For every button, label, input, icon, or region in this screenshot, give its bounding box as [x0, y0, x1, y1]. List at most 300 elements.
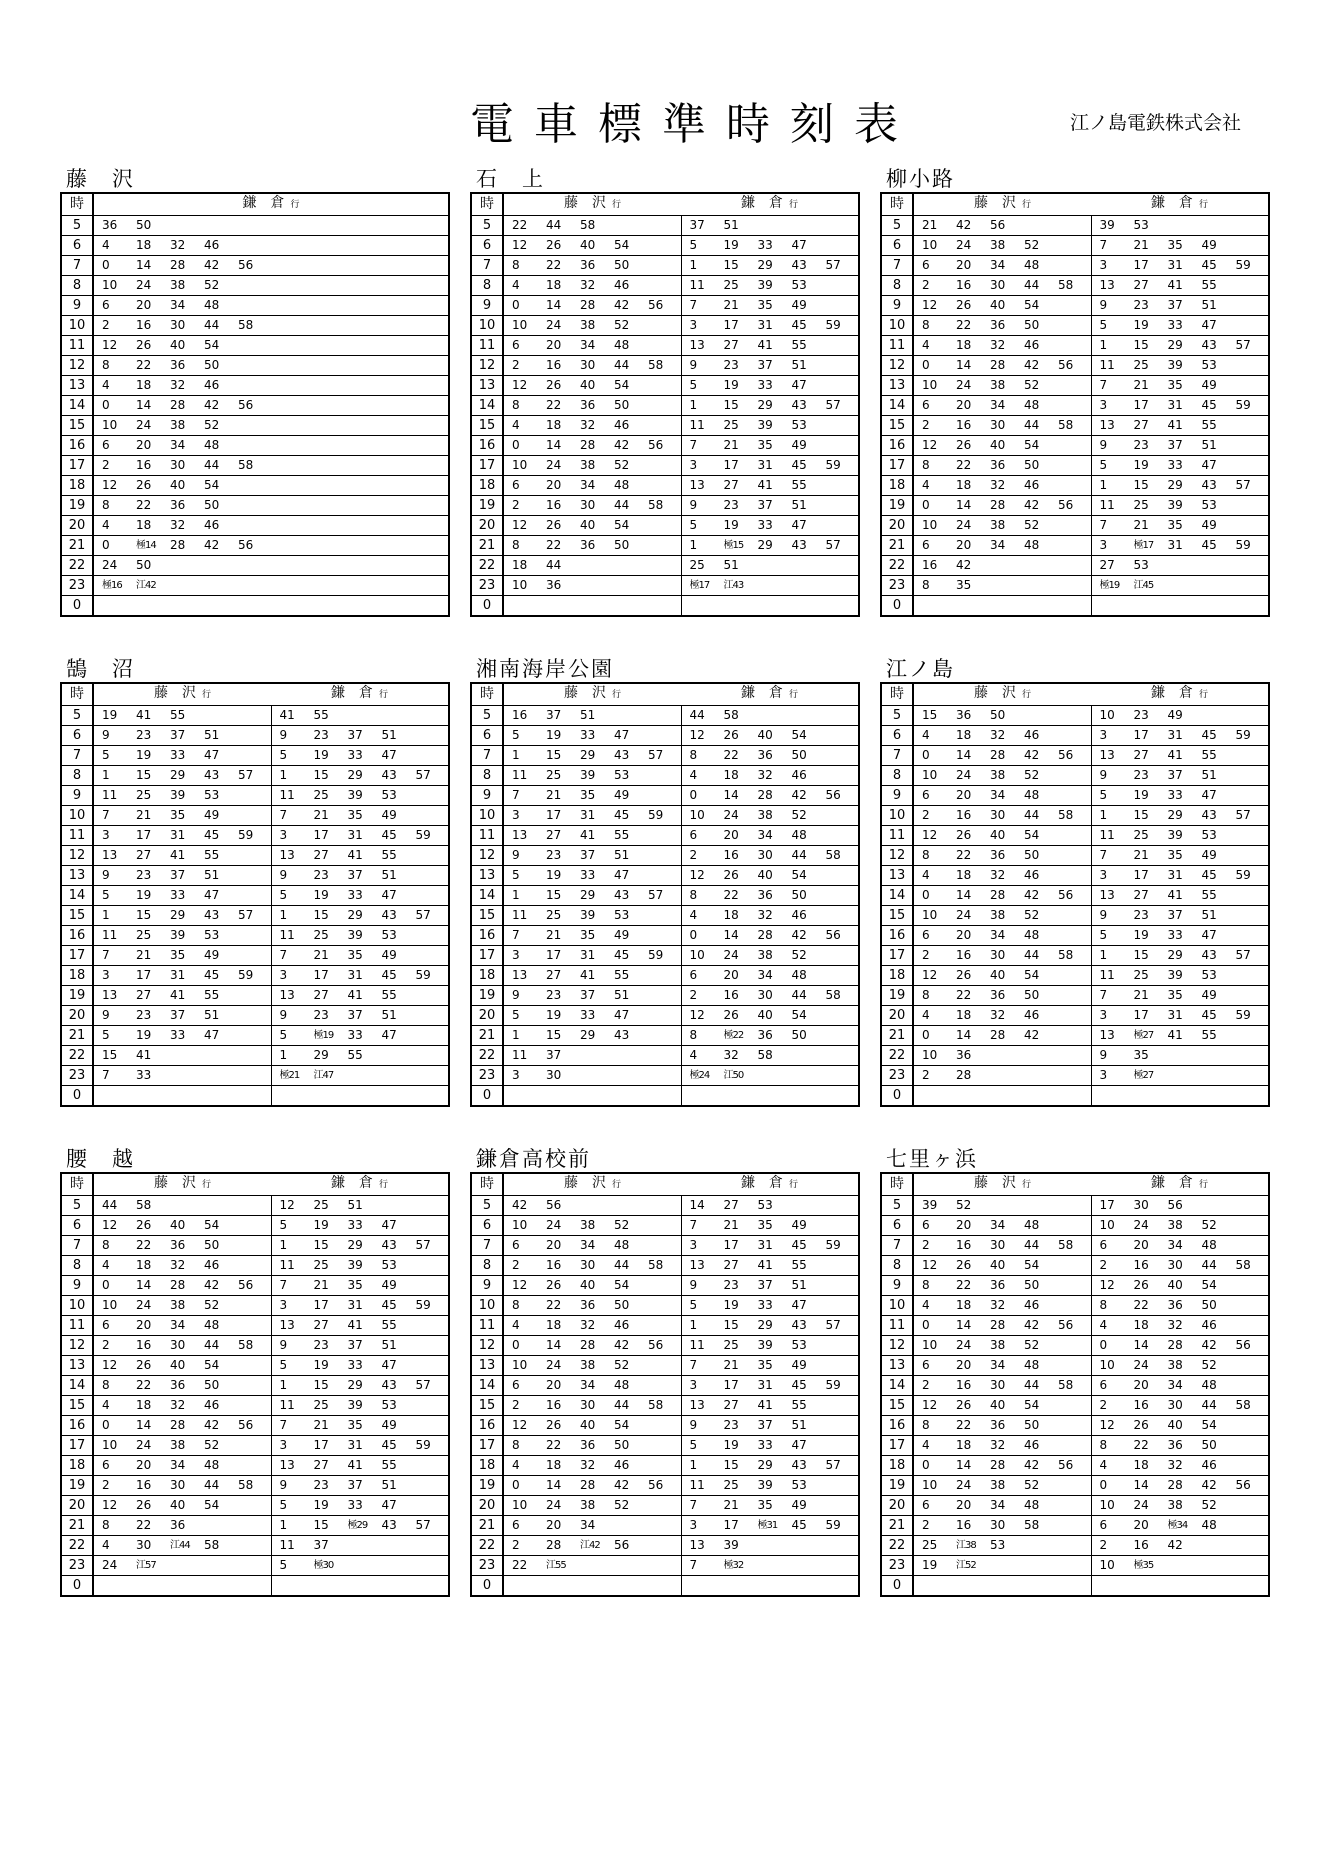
departure-minute: 43: [791, 398, 807, 412]
departure-minute: 35: [580, 788, 596, 802]
minutes-cell: [271, 846, 449, 866]
departure-minute: 7: [279, 948, 288, 962]
departure-minute: 35: [757, 1358, 773, 1372]
departure-minute: 37: [170, 868, 186, 882]
departure-minute: 17: [1133, 258, 1149, 272]
hour-cell: 18: [881, 1456, 913, 1476]
hour-row: [881, 256, 1269, 276]
departure-minute: 37: [1167, 438, 1183, 452]
hour-cell: 22: [881, 1046, 913, 1066]
departure-minute: 5: [279, 1558, 288, 1572]
departure-minute: 13: [689, 1398, 705, 1412]
hour-cell: 21: [471, 1026, 503, 1046]
departure-minute: 50: [1024, 848, 1040, 862]
departure-minute: 55: [1201, 418, 1217, 432]
hour-row: [61, 826, 449, 846]
direction-header: [681, 683, 859, 706]
hour-row: [881, 746, 1269, 766]
direction-label: 鎌 倉: [242, 195, 285, 211]
departure-minute: 28: [580, 1338, 596, 1352]
departure-minute: 27: [1133, 748, 1149, 762]
departure-minute: 51: [347, 1198, 363, 1212]
departure-minute: 9: [279, 728, 288, 742]
minutes-cell: [93, 986, 271, 1006]
header-row: [471, 683, 859, 706]
direction-header: [1091, 193, 1269, 216]
departure-minute: 54: [204, 338, 220, 352]
hour-header: 時: [61, 193, 93, 216]
departure-minute: 29: [347, 1378, 363, 1392]
departure-minute: 54: [204, 1358, 220, 1372]
departure-minute: 30: [757, 848, 773, 862]
departure-minute: 25: [136, 788, 152, 802]
minutes-cell: [1091, 476, 1269, 496]
departure-minute: 0: [102, 538, 110, 552]
departure-minute: 38: [170, 278, 186, 292]
departure-minute: 45: [1201, 1008, 1217, 1022]
hour-row: [61, 476, 449, 496]
departure-minute: 46: [1201, 1318, 1217, 1332]
departure-minute: 40: [990, 968, 1006, 982]
departure-minute: 14: [546, 298, 562, 312]
hour-cell: 13: [61, 1356, 93, 1376]
departure-minute: 59: [238, 828, 254, 842]
minutes-cell: [503, 806, 681, 826]
departure-minute: 57: [415, 1238, 431, 1252]
hour-cell: 15: [471, 1396, 503, 1416]
departure-minute: 18: [136, 238, 152, 252]
departure-minute: 15: [313, 1238, 329, 1252]
departure-minute: 45: [791, 1238, 807, 1252]
hour-cell: 7: [471, 256, 503, 276]
hour-row: [471, 1576, 859, 1597]
hour-cell: 13: [471, 376, 503, 396]
departure-minute: 17: [313, 968, 329, 982]
departure-minute: 39: [170, 788, 186, 802]
departure-minute: 16: [136, 1478, 152, 1492]
minutes-cell: [93, 946, 271, 966]
hour-cell: 22: [881, 1536, 913, 1556]
hour-row: [471, 336, 859, 356]
departure-minute: 14: [956, 1028, 972, 1042]
departure-minute: 16: [1133, 1258, 1149, 1272]
minutes-cell: [913, 256, 1091, 276]
minutes-cell: [93, 1336, 271, 1356]
direction-header: [1091, 683, 1269, 706]
hour-row: [881, 1456, 1269, 1476]
departure-minute: 45: [614, 948, 630, 962]
departure-minute: 19: [922, 1558, 938, 1572]
minutes-cell: [913, 966, 1091, 986]
departure-minute: 59: [825, 318, 841, 332]
departure-minute: 17: [136, 968, 152, 982]
minutes-cell: [93, 1216, 271, 1236]
hour-cell: 11: [61, 1316, 93, 1336]
departure-minute: 34: [990, 258, 1006, 272]
departure-minute: 54: [614, 238, 630, 252]
departure-minute: 53: [1201, 498, 1217, 512]
departure-minute: 59: [415, 828, 431, 842]
departure-minute: 48: [204, 438, 220, 452]
departure-minute: 39: [580, 908, 596, 922]
departure-minute: 6: [512, 338, 520, 352]
departure-minute: 22: [136, 1378, 152, 1392]
departure-minute: 27: [313, 848, 329, 862]
departure-minute: 14: [1133, 1478, 1149, 1492]
hour-cell: 19: [61, 986, 93, 1006]
hour-cell: 9: [881, 1276, 913, 1296]
departure-minute: 46: [1024, 1008, 1040, 1022]
minutes-cell: [271, 966, 449, 986]
hour-cell: 5: [471, 706, 503, 726]
departure-minute: 42: [614, 1338, 630, 1352]
departure-minute: 24: [102, 558, 118, 572]
hour-cell: 18: [471, 966, 503, 986]
hour-cell: 6: [881, 726, 913, 746]
hour-cell: 6: [471, 1216, 503, 1236]
minutes-cell: [913, 316, 1091, 336]
departure-minute: 34: [990, 1358, 1006, 1372]
hour-row: [881, 866, 1269, 886]
departure-minute: 44: [1201, 1258, 1217, 1272]
minutes-cell: [681, 766, 859, 786]
direction-label: 鎌 倉: [740, 1175, 783, 1191]
departure-minute: 52: [614, 458, 630, 472]
departure-minute: 44: [102, 1198, 118, 1212]
minutes-cell: [271, 946, 449, 966]
hour-cell: 18: [471, 1456, 503, 1476]
departure-minute: 48: [1201, 1518, 1217, 1532]
minutes-cell: [93, 1256, 271, 1276]
timetable-table: [880, 192, 1270, 617]
hour-row: [471, 866, 859, 886]
departure-minute: 21: [313, 1418, 329, 1432]
departure-minute: 56: [1058, 1318, 1074, 1332]
departure-minute: 1: [1099, 338, 1108, 352]
hour-cell: 8: [881, 276, 913, 296]
departure-minute: 23: [313, 868, 329, 882]
departure-minute: 36: [1167, 1438, 1183, 1452]
hour-row: [61, 706, 449, 726]
departure-minute: 2: [922, 1238, 930, 1252]
minutes-cell: [271, 746, 449, 766]
minutes-cell: [913, 1356, 1091, 1376]
departure-minute: 56: [648, 1338, 664, 1352]
departure-minute: 47: [791, 238, 807, 252]
minutes-cell: [681, 476, 859, 496]
hour-row: [471, 706, 859, 726]
minutes-cell: [271, 1066, 449, 1086]
departure-minute: 29: [580, 748, 596, 762]
hour-row: [881, 806, 1269, 826]
minutes-cell: [913, 1336, 1091, 1356]
departure-minute: 28: [990, 1458, 1006, 1472]
departure-minute: 15: [313, 768, 329, 782]
departure-minute: 18: [723, 908, 739, 922]
minutes-cell: [681, 906, 859, 926]
departure-minute: 23: [313, 1478, 329, 1492]
departure-minute: 23: [723, 498, 739, 512]
departure-minute: 39: [1167, 828, 1183, 842]
minutes-cell: [503, 476, 681, 496]
minutes-cell: [271, 906, 449, 926]
departure-minute: 7: [1099, 988, 1108, 1002]
hour-row: [471, 946, 859, 966]
departure-minute: 57: [825, 398, 841, 412]
hour-row: [61, 436, 449, 456]
hour-cell: 15: [61, 416, 93, 436]
hour-cell: 15: [471, 906, 503, 926]
departure-minute: 3: [689, 1238, 698, 1252]
departure-minute: 5: [689, 378, 698, 392]
departure-minute: 41: [279, 708, 295, 722]
departure-minute: 8: [102, 1518, 110, 1532]
minutes-cell: [503, 496, 681, 516]
hour-row: [471, 316, 859, 336]
departure-minute: 16: [546, 498, 562, 512]
departure-minute: 34: [990, 538, 1006, 552]
departure-minute: 2: [922, 278, 930, 292]
hour-row: [61, 1256, 449, 1276]
hour-row: [471, 806, 859, 826]
departure-minute: 23: [1133, 438, 1149, 452]
departure-minute: 15: [1133, 478, 1149, 492]
departure-minute: 23: [136, 868, 152, 882]
departure-minute: 53: [614, 908, 630, 922]
departure-minute: 21: [723, 1218, 739, 1232]
departure-minute: 15: [723, 258, 739, 272]
departure-minute: 49: [1201, 518, 1217, 532]
departure-minute: 56: [825, 928, 841, 942]
departure-minute: 49: [1167, 708, 1183, 722]
departure-minute: 27: [723, 1198, 739, 1212]
minutes-cell: [271, 1216, 449, 1236]
departure-minute: 45: [204, 828, 220, 842]
hour-cell: 6: [881, 236, 913, 256]
departure-minute: 31: [1167, 728, 1183, 742]
departure-minute: 8: [922, 578, 930, 592]
departure-minute: 極17: [1133, 540, 1154, 551]
departure-minute: 20: [1133, 1238, 1149, 1252]
hour-cell: 12: [61, 356, 93, 376]
hour-cell: 21: [471, 536, 503, 556]
minutes-cell: [93, 516, 449, 536]
departure-minute: 36: [170, 498, 186, 512]
minutes-cell: [1091, 1196, 1269, 1216]
departure-minute: 23: [136, 728, 152, 742]
departure-minute: 54: [204, 1218, 220, 1232]
departure-minute: 3: [1099, 538, 1108, 552]
departure-minute: 13: [279, 1318, 295, 1332]
minutes-cell: [1091, 706, 1269, 726]
departure-minute: 17: [1133, 398, 1149, 412]
departure-minute: 48: [204, 1318, 220, 1332]
hour-cell: 18: [881, 966, 913, 986]
hour-cell: 23: [881, 576, 913, 596]
minutes-cell: [1091, 456, 1269, 476]
departure-minute: 45: [791, 1378, 807, 1392]
minutes-cell: [1091, 516, 1269, 536]
departure-minute: 1: [102, 768, 110, 782]
hour-row: [881, 1516, 1269, 1536]
departure-minute: 6: [922, 788, 930, 802]
departure-minute: 27: [1133, 278, 1149, 292]
hour-row: [471, 846, 859, 866]
departure-minute: 52: [614, 1358, 630, 1372]
departure-minute: 51: [614, 848, 630, 862]
departure-minute: 8: [512, 1438, 520, 1452]
departure-minute: 48: [1024, 928, 1040, 942]
direction-label: 鎌 倉: [330, 685, 373, 701]
hour-row: [471, 496, 859, 516]
departure-minute: 28: [580, 438, 596, 452]
departure-minute: 58: [825, 848, 841, 862]
minutes-cell: [503, 986, 681, 1006]
departure-minute: 49: [1201, 988, 1217, 1002]
departure-minute: 15: [313, 908, 329, 922]
hour-row: [471, 1376, 859, 1396]
departure-minute: 55: [791, 478, 807, 492]
departure-minute: 29: [170, 908, 186, 922]
direction-suffix: 行: [611, 200, 621, 210]
hour-row: [61, 846, 449, 866]
departure-minute: 30: [580, 1398, 596, 1412]
departure-minute: 11: [279, 1538, 295, 1552]
departure-minute: 26: [136, 478, 152, 492]
departure-minute: 4: [512, 418, 520, 432]
departure-minute: 31: [347, 828, 363, 842]
hour-row: [881, 1436, 1269, 1456]
hour-cell: 8: [471, 1256, 503, 1276]
departure-minute: 34: [580, 1378, 596, 1392]
departure-minute: 20: [723, 828, 739, 842]
departure-minute: 10: [1099, 1558, 1115, 1572]
departure-minute: 0: [922, 748, 930, 762]
departure-minute: 59: [415, 1298, 431, 1312]
departure-minute: 53: [1133, 218, 1149, 232]
minutes-cell: [503, 436, 681, 456]
departure-minute: 39: [757, 418, 773, 432]
departure-minute: 58: [757, 1048, 773, 1062]
hour-header: 時: [61, 683, 93, 706]
departure-minute: 7: [102, 808, 110, 822]
minutes-cell: [271, 1516, 449, 1536]
departure-minute: 28: [170, 258, 186, 272]
departure-minute: 6: [512, 1378, 520, 1392]
departure-minute: 33: [170, 888, 186, 902]
hour-cell: 17: [881, 946, 913, 966]
direction-suffix: 行: [201, 690, 211, 700]
departure-minute: 36: [757, 1028, 773, 1042]
minutes-cell: [913, 496, 1091, 516]
departure-minute: 17: [313, 828, 329, 842]
departure-minute: 53: [791, 418, 807, 432]
departure-minute: 59: [825, 1518, 841, 1532]
departure-minute: 40: [757, 1008, 773, 1022]
header-row: [61, 683, 449, 706]
departure-minute: 4: [512, 1318, 520, 1332]
minutes-cell: [1091, 1436, 1269, 1456]
hour-row: [61, 1296, 449, 1316]
departure-minute: 11: [102, 928, 118, 942]
departure-minute: 42: [1167, 1538, 1183, 1552]
minutes-cell: [1091, 396, 1269, 416]
hour-row: [881, 536, 1269, 556]
hour-row: [471, 1456, 859, 1476]
departure-minute: 38: [580, 1358, 596, 1372]
hour-cell: 10: [881, 806, 913, 826]
departure-minute: 30: [546, 1068, 562, 1082]
departure-minute: 2: [512, 1538, 520, 1552]
departure-minute: 極31: [757, 1520, 778, 1531]
departure-minute: 24: [956, 768, 972, 782]
departure-minute: 58: [238, 318, 254, 332]
departure-minute: 1: [279, 1378, 288, 1392]
hour-row: [881, 1316, 1269, 1336]
minutes-cell: [1091, 1376, 1269, 1396]
hour-cell: 22: [471, 1046, 503, 1066]
departure-minute: 1: [689, 538, 698, 552]
minutes-cell: [681, 746, 859, 766]
minutes-cell: [93, 1416, 271, 1436]
departure-minute: 0: [512, 298, 520, 312]
hour-row: [471, 456, 859, 476]
departure-minute: 59: [238, 968, 254, 982]
departure-minute: 26: [136, 1498, 152, 1512]
departure-minute: 14: [136, 1418, 152, 1432]
departure-minute: 9: [512, 988, 520, 1002]
minutes-cell: [271, 1576, 449, 1597]
departure-minute: 8: [102, 498, 110, 512]
departure-minute: 極30: [313, 1560, 334, 1571]
departure-minute: 54: [204, 478, 220, 492]
departure-minute: 51: [1201, 438, 1217, 452]
departure-minute: 42: [614, 438, 630, 452]
departure-minute: 26: [136, 1218, 152, 1232]
departure-minute: 10: [689, 948, 705, 962]
direction-header: [93, 1173, 271, 1196]
departure-minute: 2: [512, 358, 520, 372]
minutes-cell: [681, 1416, 859, 1436]
departure-minute: 23: [1133, 908, 1149, 922]
hour-row: [471, 1046, 859, 1066]
departure-minute: 35: [170, 948, 186, 962]
departure-minute: 6: [922, 1218, 930, 1232]
departure-minute: 12: [512, 1418, 528, 1432]
departure-minute: 15: [1133, 948, 1149, 962]
departure-minute: 21: [1133, 378, 1149, 392]
hour-row: [471, 1396, 859, 1416]
departure-minute: 31: [1167, 398, 1183, 412]
departure-minute: 42: [791, 928, 807, 942]
departure-minute: 19: [136, 1028, 152, 1042]
departure-minute: 15: [1133, 338, 1149, 352]
minutes-cell: [1091, 726, 1269, 746]
departure-minute: 40: [170, 1218, 186, 1232]
departure-minute: 33: [136, 1068, 152, 1082]
departure-minute: 16: [922, 558, 938, 572]
minutes-cell: [93, 1556, 271, 1576]
hour-row: [881, 316, 1269, 336]
minutes-cell: [913, 1216, 1091, 1236]
departure-minute: 6: [1099, 1378, 1108, 1392]
departure-minute: 40: [757, 868, 773, 882]
departure-minute: 38: [1167, 1498, 1183, 1512]
departure-minute: 29: [1167, 338, 1183, 352]
hour-cell: 20: [881, 1496, 913, 1516]
departure-minute: 3: [279, 1438, 288, 1452]
departure-minute: 41: [347, 988, 363, 1002]
